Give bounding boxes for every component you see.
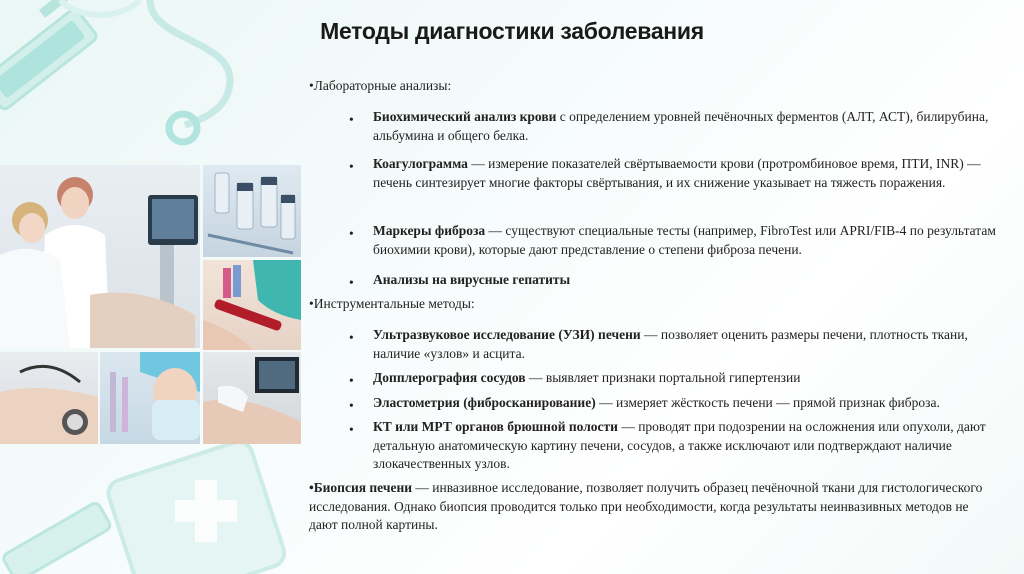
blood-sample-photo	[203, 260, 301, 350]
item-title: Биохимический анализ крови	[373, 109, 557, 124]
item-title: Эластометрия (фибросканирование)	[373, 395, 596, 410]
instr-item-doppler	[373, 369, 1009, 388]
lab-item-biochemistry	[373, 108, 1009, 145]
lab-item-coagulogram	[373, 155, 1009, 192]
item-text: — измеряет жёсткость печени — прямой признак фиброза.	[595, 395, 940, 410]
medical-cross-decoration-icon	[0, 440, 300, 574]
bullet: •	[349, 226, 354, 241]
item-text: — выявляет признаки портальной гипертензии	[525, 370, 801, 385]
item-title: Коагулограмма	[373, 156, 468, 171]
item-title: Маркеры фиброза	[373, 223, 486, 238]
bullet: •	[349, 398, 354, 413]
item-title: Анализы на вирусные гепатиты	[373, 272, 571, 287]
item-text: — проводят при подозрении на осложнения или опухоли, дают детальную анатомическую картину печени, сосудов, а также исключают или подтверждают наличие злокачественных узлов.	[373, 419, 986, 471]
instr-item-ct-mri	[373, 418, 1009, 474]
bullet: •	[349, 159, 354, 174]
instr-item-elastometry	[373, 394, 1009, 413]
item-title: Ультразвуковое исследование (УЗИ) печени	[373, 327, 641, 342]
instrumental-section-heading: •Инструментальные методы:	[309, 296, 475, 311]
blood-pressure-photo	[0, 352, 98, 444]
bullet: •	[349, 422, 354, 437]
doctors-ultrasound-photo	[0, 165, 200, 348]
item-title: КТ или МРТ органов брюшной полости	[373, 419, 618, 434]
bullet: •	[349, 373, 354, 388]
lab-item-viral-hepatitis	[373, 271, 1009, 290]
bullet: •	[349, 275, 354, 290]
page-title: Методы диагностики заболевания	[320, 18, 704, 44]
ultrasound-exam-photo	[203, 352, 301, 444]
lab-item-fibrosis-markers	[373, 222, 1009, 259]
lab-section-heading: •Лабораторные анализы:	[309, 78, 452, 93]
instr-item-ultrasound	[373, 326, 1009, 363]
item-text: с определением уровней печёночных ферментов (АЛТ, АСТ), билирубина, альбумина и общего белка.	[373, 109, 989, 143]
biopsy-text: — инвазивное исследование, позволяет получить образец печёночной ткани для гистологического исследования. Однако биопсия проводится только при необходимости, когда результаты неинвазивных методов не дают полной картины.	[309, 480, 983, 532]
biopsy-title: •Биопсия печени	[309, 480, 413, 495]
biopsy-paragraph	[309, 479, 999, 535]
item-text: — позволяет оценить размеры печени, плотность ткани, наличие «узлов» и асцита.	[373, 327, 968, 361]
surgeon-mask-photo	[100, 352, 200, 444]
item-text: — измерение показателей свёртываемости крови (протромбиновое время, ПТИ, INR) — печень синтезирует многие факторы свёртывания, и их снижение указывает на тяжесть поражения.	[373, 156, 981, 190]
bullet: •	[349, 112, 354, 127]
test-tubes-photo	[203, 165, 301, 257]
item-text: — существуют специальные тесты (например, FibroTest или APRI/FIB-4 по результатам биохимии крови), которые дают представление о степени фиброза печени.	[373, 223, 996, 257]
item-title: Допплерография сосудов	[373, 370, 526, 385]
bullet: •	[349, 330, 354, 345]
